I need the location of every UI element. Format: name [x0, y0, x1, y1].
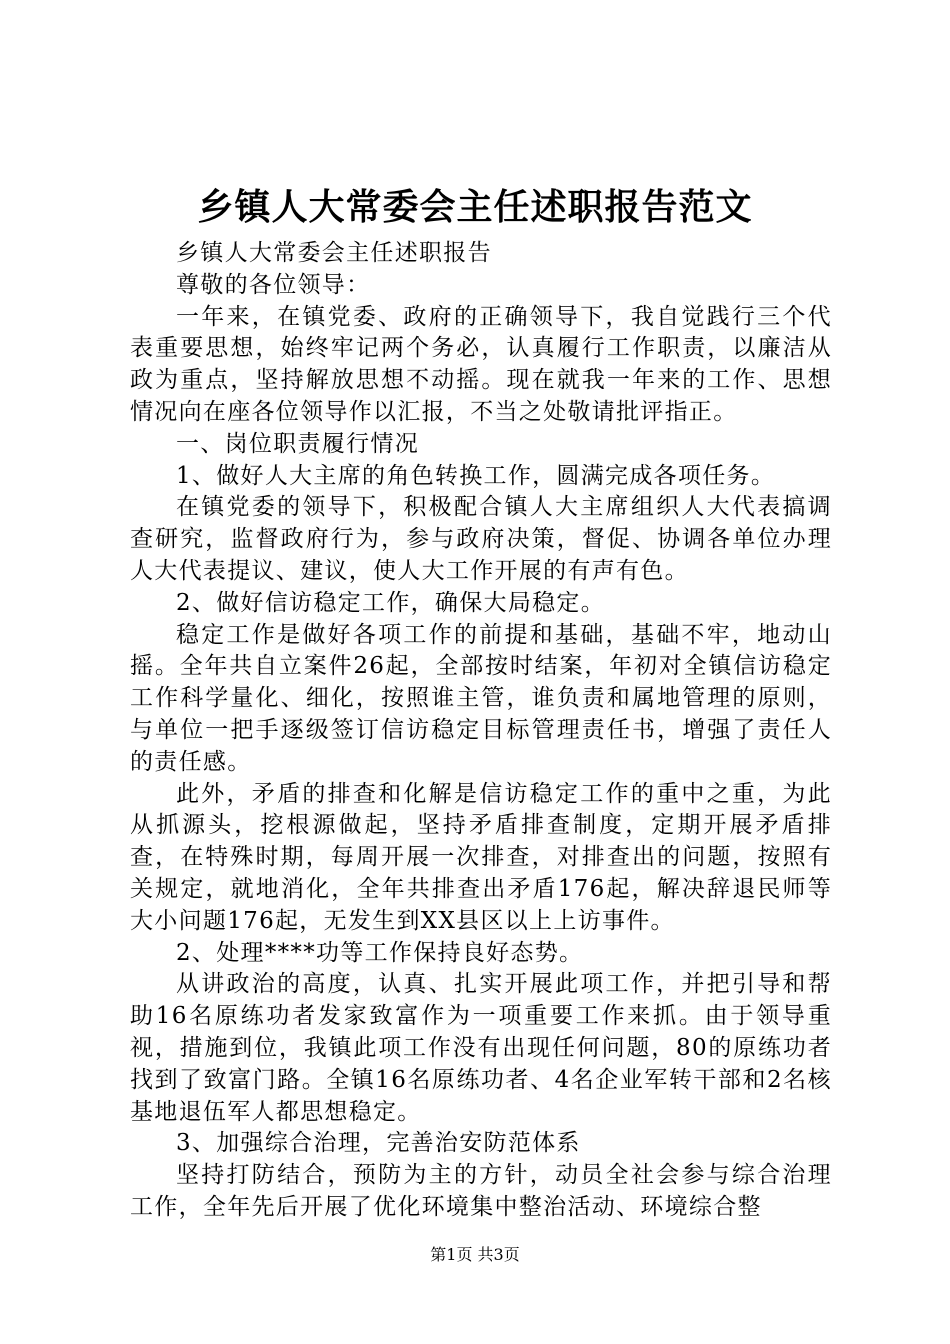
paragraph-comprehensive-governance: 坚持打防结合，预防为主的方针，动员全社会参与综合治理工作，全年先后开展了优化环境集中整治活动、环境综合整: [130, 1162, 832, 1220]
paragraph-salutation: 尊敬的各位领导：: [176, 271, 371, 298]
subheading-role-transition: 1、做好人大主席的角色转换工作，圆满完成各项任务。: [176, 462, 776, 489]
document-body: [130, 238, 832, 1224]
subheading-petition-stability: 2、做好信访稳定工作，确保大局稳定。: [176, 589, 606, 616]
page-number: 第1页 共3页: [430, 1245, 520, 1264]
section-heading-duties: 一、岗位职责履行情况: [176, 430, 419, 457]
subheading-comprehensive-governance: 3、加强综合治理，完善治安防范体系: [176, 1130, 581, 1157]
paragraph-handling-work: 从讲政治的高度，认真、扎实开展此项工作，并把引导和帮助16名原练功者发家致富作为一项重要工作来抓。由于领导重视，措施到位，我镇此项工作没有出现任何问题，80的原练功者找到了致富门路。全镇16名原练功者、4名企业军转干部和2名核基地退伍军人都思想稳定。: [130, 971, 832, 1125]
paragraph-role-transition: 在镇党委的领导下，积极配合镇人大主席组织人大代表搞调查研究，监督政府行为，参与政府决策，督促、协调各单位办理人大代表提议、建议，使人大工作开展的有声有色。: [130, 494, 832, 584]
subheading-handling-work: 2、处理****功等工作保持良好态势。: [176, 939, 584, 966]
document-title: 乡镇人大常委会主任述职报告范文: [197, 186, 753, 228]
paragraph-stability-work: 稳定工作是做好各项工作的前提和基础，基础不牢，地动山摇。全年共自立案件26起，全部按时结案，年初对全镇信访稳定工作科学量化、细化，按照谁主管，谁负责和属地管理的原则，与单位一把手逐级签订信访稳定目标管理责任书，增强了责任人的责任感。: [130, 621, 832, 775]
paragraph-report-heading: 乡镇人大常委会主任述职报告: [176, 240, 492, 266]
paragraph-conflict-resolution: 此外，矛盾的排查和化解是信访稳定工作的重中之重，为此从抓源头，挖根源做起，坚持矛盾排查制度，定期开展矛盾排查，在特殊时期，每周开展一次排查，对排查出的问题，按照有关规定，就地消化，全年共排查出矛盾176起，解决辞退民师等大小问题176起，无发生到XX县区以上上访事件。: [130, 780, 832, 934]
paragraph-intro: 一年来，在镇党委、政府的正确领导下，我自觉践行三个代表重要思想，始终牢记两个务必，认真履行工作职责，以廉洁从政为重点，坚持解放思想不动摇。现在就我一年来的工作、思想情况向在座各位领导作以汇报，不当之处敬请批评指正。: [130, 303, 832, 425]
